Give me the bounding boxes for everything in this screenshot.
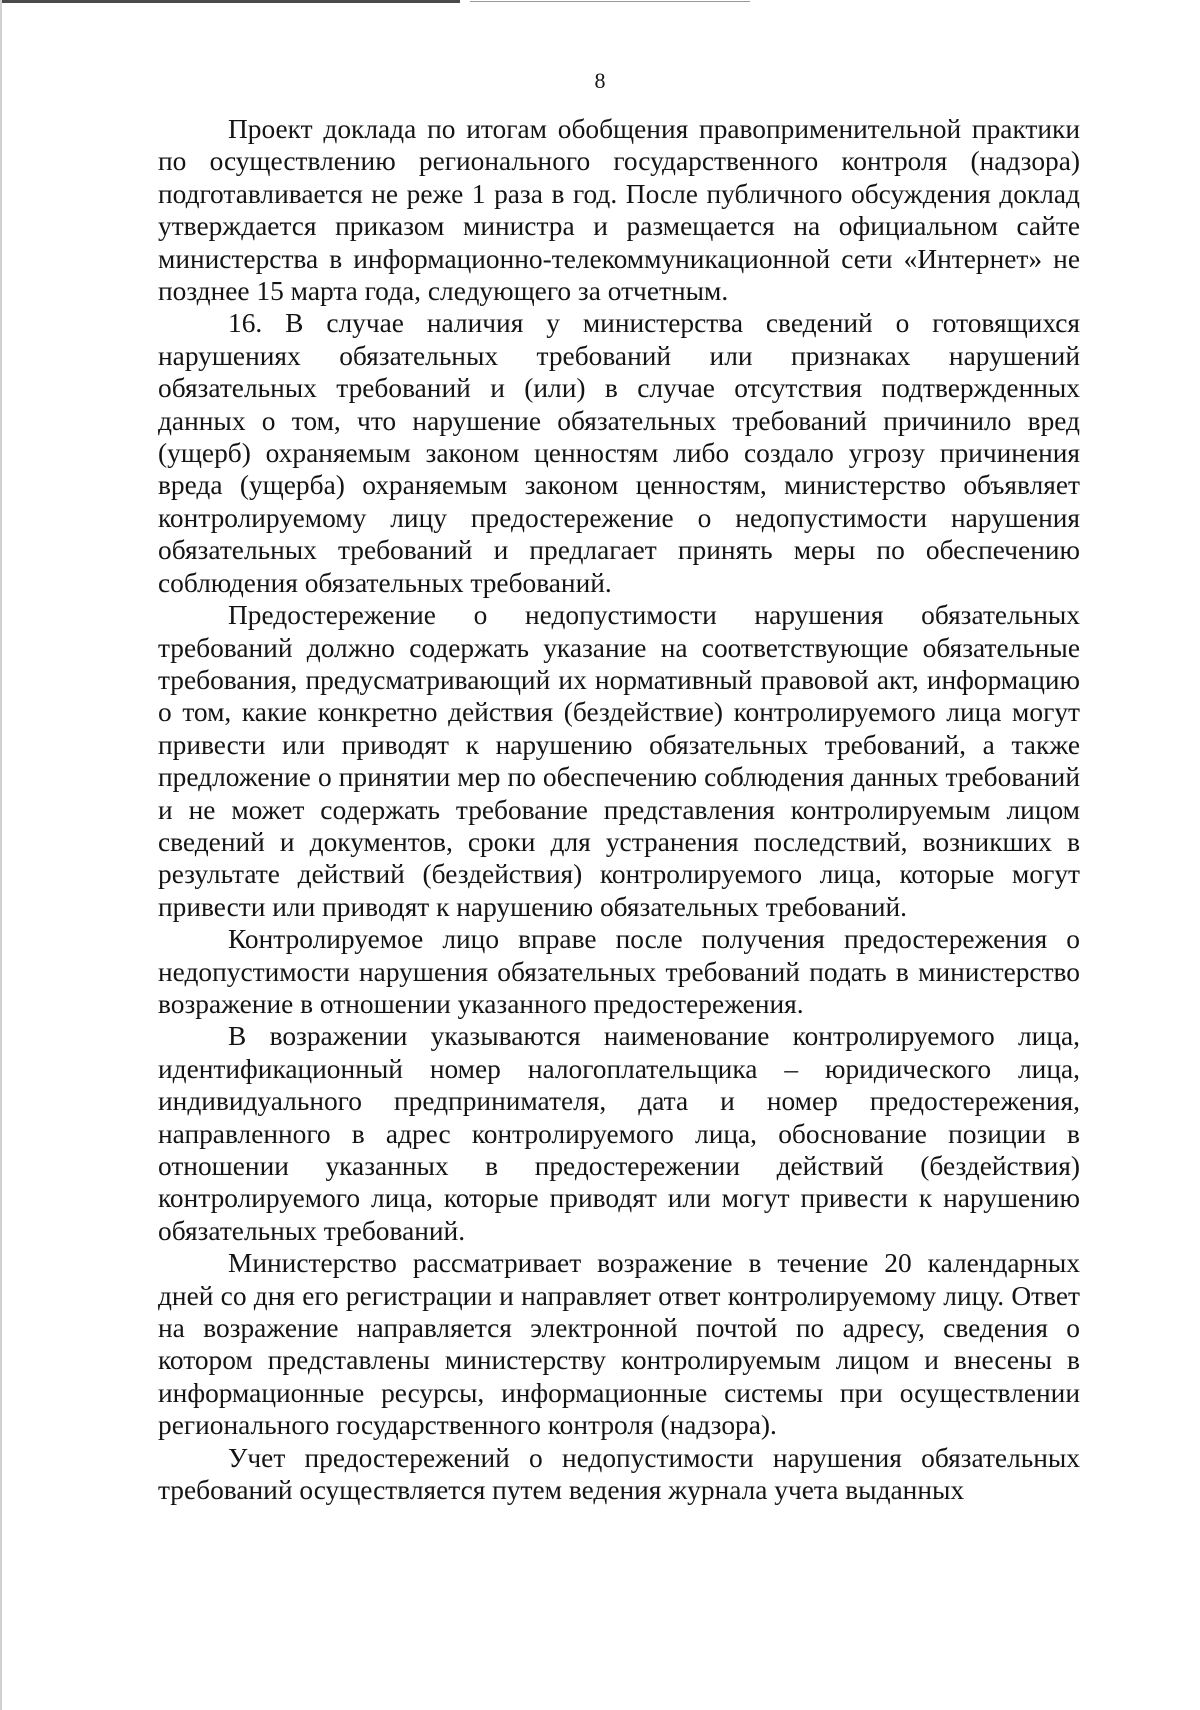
scan-edge-mark — [0, 0, 2, 1710]
page-number: 8 — [594, 68, 606, 93]
paragraph: Проект доклада по итогам обобщения правоприменительной практики по осуществлению регионального государственного контроля (надзора) подготавливается не реже 1 раза в год. После публичного обсуждения доклад утверждается приказом министра и размещается на официальном сайте министерства в информационно-телекоммуникационной сети «Интернет» не позднее 15 марта года, следующего за отчетным. — [158, 114, 1080, 307]
paragraph: Предостережение о недопустимости нарушения обязательных требований должно содержать указание на соответствующие обязательные требования, предусматривающий их нормативный правовой акт, информацию о том, какие конкретно действия (бездействие) контролируемого лица могут привести или приводят к нарушению обязательных требований, а также предложение о принятии мер по обеспечению соблюдения данных требований и не может содержать требование представления контролируемым лицом сведений и документов, сроки для устранения последствий, возникших в результате действий (бездействия) контролируемого лица, которые могут привести или приводят к нарушению обязательных требований. — [158, 600, 1080, 922]
scan-edge-mark — [0, 0, 460, 3]
paragraph: В возражении указываются наименование контролируемого лица, идентификационный номер налогоплательщика – юридического лица, индивидуального предпринимателя, дата и номер предостережения, направленного в адрес контролируемого лица, обоснование позиции в отношении указанных в предостережении действий (бездействия) контролируемого лица, которые приводят или могут привести к нарушению обязательных требований. — [158, 1021, 1080, 1246]
paragraph: 16. В случае наличия у министерства сведений о готовящихся нарушениях обязательных требований или признаках нарушений обязательных требований и (или) в случае отсутствия подтвержденных данных о том, что нарушение обязательных требований причинило вред (ущерб) охраняемым законом ценностям либо создало угрозу причинения вреда (ущерба) охраняемым законом ценностям, министерство объявляет контролируемому лицу предостережение о недопустимости нарушения обязательных требований и предлагает принять меры по обеспечению соблюдения обязательных требований. — [158, 308, 1080, 598]
paragraph: Учет предостережений о недопустимости нарушения обязательных требований осуществляется путем ведения журнала учета выданных — [158, 1442, 1080, 1506]
paragraph: Министерство рассматривает возражение в течение 20 календарных дней со дня его регистрации и направляет ответ контролируемому лицу. Ответ на возражение направляется электронной почтой по адресу, сведения о котором представлены министерству контролируемым лицом и внесены в информационные ресурсы, информационные системы при осуществлении регионального государственного контроля (надзора). — [158, 1248, 1080, 1441]
paragraph: Контролируемое лицо вправе после получения предостережения о недопустимости нарушения обязательных требований подать в министерство возражение в отношении указанного предостережения. — [158, 924, 1080, 1019]
document-body — [158, 113, 1080, 1506]
scan-edge-mark — [470, 1, 750, 2]
